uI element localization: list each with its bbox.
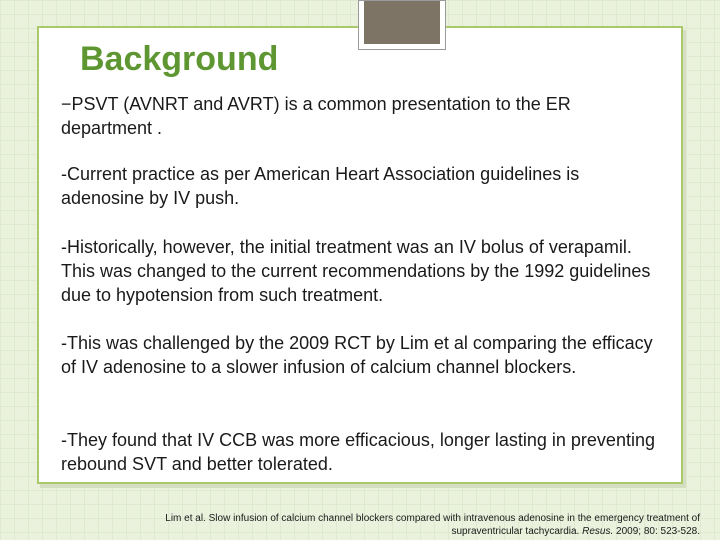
citation-journal: Resus. — [582, 526, 614, 537]
decorative-tab — [358, 0, 446, 50]
slide-title: Background — [80, 40, 279, 78]
bullet-rct-challenge: -This was challenged by the 2009 RCT by Lim et al comparing the efficacy of IV adenosine to a slower infusion of calcium channel blockers. — [61, 333, 653, 377]
bullet-current-practice: -Current practice as per American Heart Association guidelines is adenosine by IV push. — [61, 164, 580, 208]
citation-details: 2009; 80: 523-528. — [616, 526, 700, 537]
citation — [100, 512, 700, 538]
citation-text: Lim et al. Slow infusion of calcium channel blockers compared with intravenous adenosine in the emergency treatment of supraventricular tachycardia. — [165, 513, 700, 537]
bullet-historical-treatment: -Historically, however, the initial treatment was an IV bolus of verapamil. This was changed to the current recommendations by the 1992 guidelines due to hypotension from such treatment. — [61, 237, 651, 305]
bullet-psvt: −PSVT (AVNRT and AVRT) is a common presentation to the ER department . — [61, 94, 571, 138]
bullet-findings: -They found that IV CCB was more efficacious, longer lasting in preventing rebound SVT and better tolerated. — [61, 430, 655, 474]
decorative-tab-fill — [364, 1, 440, 44]
